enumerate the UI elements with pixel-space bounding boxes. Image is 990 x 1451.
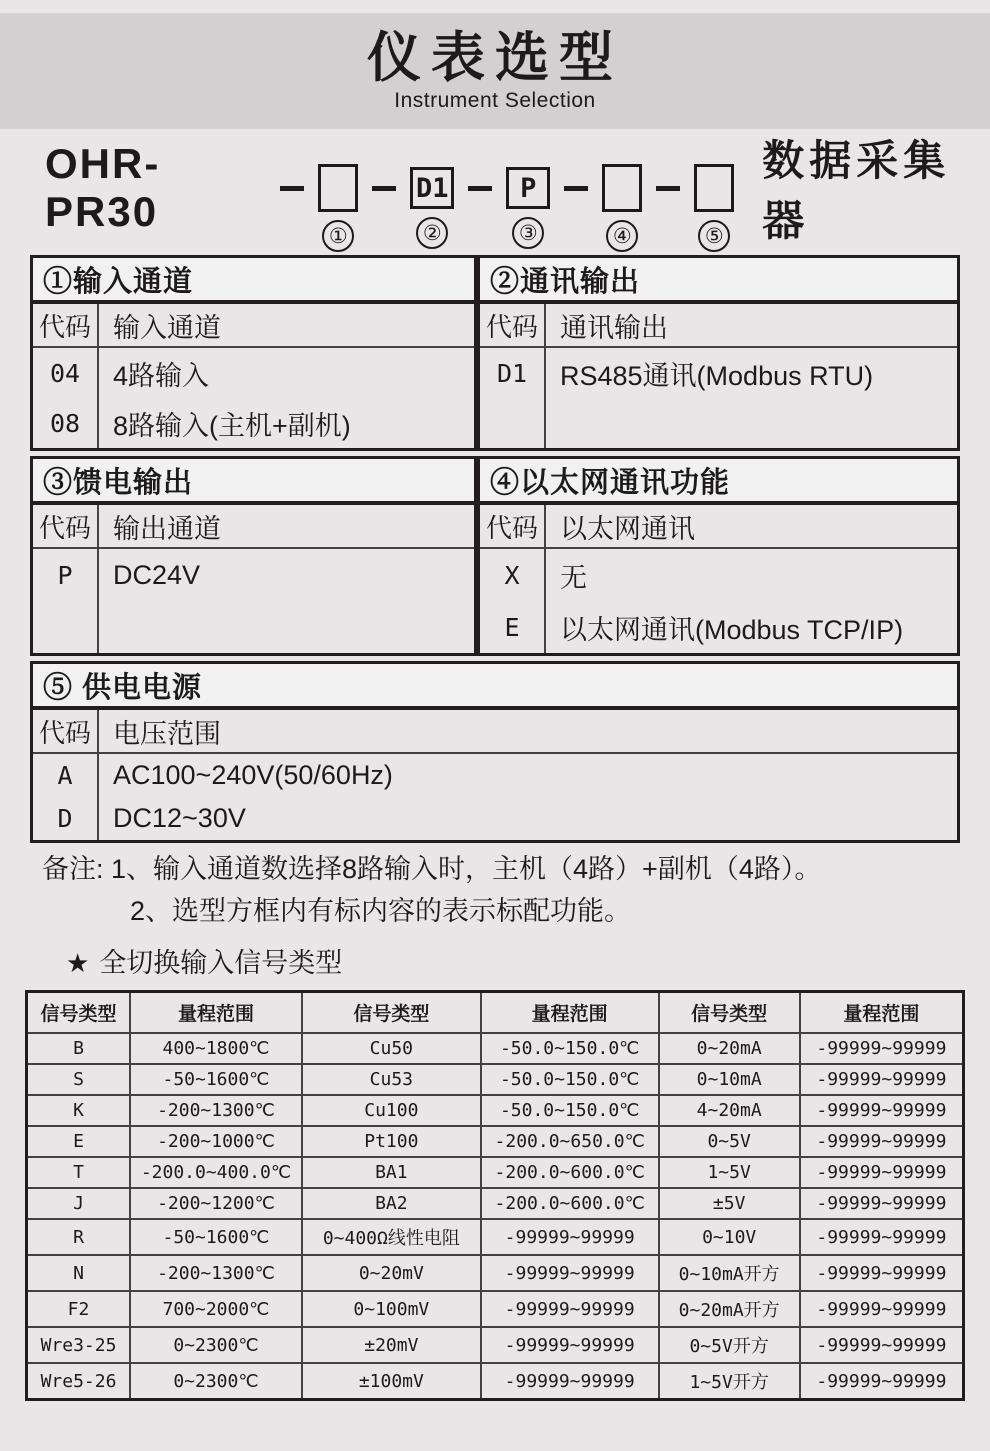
section-title: ①输入通道 <box>33 258 474 304</box>
option-box-group-2 <box>410 167 454 245</box>
table-cell: BA1 <box>302 1157 481 1188</box>
table-cell: Pt100 <box>302 1126 481 1157</box>
option-box-1 <box>318 164 358 212</box>
option-box-2: D1 <box>410 167 454 209</box>
table-cell: -99999~99999 <box>481 1327 659 1363</box>
table-cell: ±100mV <box>302 1363 481 1400</box>
notes <box>42 852 990 928</box>
table-row <box>27 1255 964 1291</box>
table-cell: 1~5V <box>659 1157 800 1188</box>
option-desc: 无 <box>560 562 587 593</box>
selection-tables <box>30 255 960 843</box>
table-cell: 0~20mA <box>659 1033 800 1064</box>
table-cell: -99999~99999 <box>481 1363 659 1400</box>
option-code: 08 <box>49 408 81 438</box>
option-box-group-3 <box>506 167 550 245</box>
dash-separator <box>468 186 492 191</box>
option-box-5 <box>694 164 734 212</box>
table-cell: -50~1600℃ <box>130 1064 302 1095</box>
option-code: E <box>504 612 520 642</box>
table-cell: Wre5-26 <box>27 1363 131 1400</box>
dash-separator <box>280 186 304 191</box>
table-cell: 4~20mA <box>659 1095 800 1126</box>
table-cell: -99999~99999 <box>800 1188 964 1219</box>
table-cell: 1~5V开方 <box>659 1363 800 1400</box>
table-cell: S <box>27 1064 131 1095</box>
table-cell: ±5V <box>659 1188 800 1219</box>
table-cell: 0~10mA开方 <box>659 1255 800 1291</box>
table-cell: -50.0~150.0℃ <box>481 1095 659 1126</box>
section-comm-output <box>477 255 960 451</box>
option-desc: AC100~240V(50/60Hz) <box>113 760 393 790</box>
table-cell: 0~2300℃ <box>130 1327 302 1363</box>
table-row <box>27 1363 964 1400</box>
table-cell: 0~5V <box>659 1126 800 1157</box>
column-header: 信号类型 <box>27 992 131 1034</box>
circled-number-1: ① <box>322 220 354 252</box>
table-cell: Cu53 <box>302 1064 481 1095</box>
table-cell: BA2 <box>302 1188 481 1219</box>
table-cell: -99999~99999 <box>800 1291 964 1327</box>
option-desc: DC24V <box>113 559 201 590</box>
table-row <box>27 1157 964 1188</box>
option-code: 04 <box>49 358 81 388</box>
table-row <box>27 1126 964 1157</box>
table-cell: -50~1600℃ <box>130 1219 302 1255</box>
table-cell: Cu100 <box>302 1095 481 1126</box>
table-cell: -99999~99999 <box>800 1255 964 1291</box>
note-line-2: 2、选型方框内有标内容的表示标配功能。 <box>130 896 632 926</box>
column-header: 信号类型 <box>302 992 481 1034</box>
model-prefix: OHR-PR30 <box>45 140 161 235</box>
circled-number-5: ⑤ <box>698 220 730 252</box>
table-row <box>27 1291 964 1327</box>
table-cell: -200.0~600.0℃ <box>481 1188 659 1219</box>
option-code: D1 <box>496 358 528 388</box>
option-box-group-4 <box>602 164 642 248</box>
table-cell: 400~1800℃ <box>130 1033 302 1064</box>
section-ethernet <box>477 456 960 656</box>
dash-separator <box>656 186 680 191</box>
option-desc: 4路输入 <box>113 360 210 391</box>
signal-section-label: 全切换输入信号类型 <box>99 948 343 978</box>
table-cell: -99999~99999 <box>800 1157 964 1188</box>
dash-separator <box>372 186 396 191</box>
table-cell: Cu50 <box>302 1033 481 1064</box>
table-cell: -99999~99999 <box>800 1327 964 1363</box>
table-row <box>27 1327 964 1363</box>
column-header: 量程范围 <box>130 992 302 1034</box>
column-header: 量程范围 <box>800 992 964 1034</box>
column-header-desc: 电压范围 <box>113 718 221 749</box>
column-header-desc: 输出通道 <box>113 513 221 544</box>
option-desc: 8路输入(主机+副机) <box>113 410 351 441</box>
model-suffix: 数据采集器 <box>762 137 951 244</box>
table-row <box>27 1064 964 1095</box>
option-code: D <box>57 804 73 833</box>
circled-number-4: ④ <box>606 220 638 252</box>
table-cell: R <box>27 1219 131 1255</box>
table-row <box>27 1219 964 1255</box>
table-cell: ±20mV <box>302 1327 481 1363</box>
section-input-channels <box>30 255 477 451</box>
note-line-1: 备注: 1、输入通道数选择8路输入时，主机（4路）+副机（4路）。 <box>42 854 822 884</box>
table-cell: N <box>27 1255 131 1291</box>
table-cell: -99999~99999 <box>481 1219 659 1255</box>
table-cell: K <box>27 1095 131 1126</box>
section-power-supply <box>30 661 960 843</box>
column-header: 量程范围 <box>481 992 659 1034</box>
table-cell: 0~20mA开方 <box>659 1291 800 1327</box>
table-cell: -99999~99999 <box>481 1291 659 1327</box>
column-header-code: 代码 <box>33 710 99 752</box>
column-header-desc: 通讯输出 <box>560 312 668 343</box>
page-title: 仪表选型 <box>367 28 623 88</box>
table-cell: F2 <box>27 1291 131 1327</box>
signal-table <box>25 990 965 1401</box>
table-cell: -99999~99999 <box>800 1095 964 1126</box>
table-cell: -50.0~150.0℃ <box>481 1064 659 1095</box>
table-cell: -50.0~150.0℃ <box>481 1033 659 1064</box>
option-code: P <box>57 560 73 590</box>
table-cell: 0~10V <box>659 1219 800 1255</box>
table-cell: -99999~99999 <box>800 1219 964 1255</box>
signal-table-body <box>27 1033 964 1400</box>
section-feed-output <box>30 456 477 656</box>
star-icon: ★ <box>66 948 90 978</box>
table-cell: T <box>27 1157 131 1188</box>
circled-number-2: ② <box>416 217 448 249</box>
column-header-desc: 以太网通讯 <box>560 513 695 544</box>
option-code: A <box>57 761 73 790</box>
page-subtitle: Instrument Selection <box>394 89 596 112</box>
section-title: ③馈电输出 <box>33 459 474 505</box>
table-cell: -99999~99999 <box>800 1363 964 1400</box>
table-row <box>27 1033 964 1064</box>
table-cell: Wre3-25 <box>27 1327 131 1363</box>
column-header-code: 代码 <box>33 304 99 346</box>
table-cell: -200~1300℃ <box>130 1255 302 1291</box>
table-cell: -200~1200℃ <box>130 1188 302 1219</box>
table-cell: B <box>27 1033 131 1064</box>
table-cell: -200~1000℃ <box>130 1126 302 1157</box>
option-box-group-1 <box>318 164 358 248</box>
table-cell: 0~100mV <box>302 1291 481 1327</box>
table-cell: -200.0~400.0℃ <box>130 1157 302 1188</box>
table-cell: 700~2000℃ <box>130 1291 302 1327</box>
table-cell: 0~2300℃ <box>130 1363 302 1400</box>
model-code <box>45 137 990 248</box>
option-box-3: P <box>506 167 550 209</box>
table-row <box>27 1188 964 1219</box>
table-header-row <box>27 992 964 1034</box>
table-cell: 0~20mV <box>302 1255 481 1291</box>
option-desc: DC12~30V <box>113 803 246 833</box>
section-title: ⑤ 供电电源 <box>33 664 957 710</box>
dash-separator <box>564 186 588 191</box>
table-cell: E <box>27 1126 131 1157</box>
column-header: 信号类型 <box>659 992 800 1034</box>
signal-section-title <box>66 946 990 980</box>
table-cell: -99999~99999 <box>800 1064 964 1095</box>
column-header-code: 代码 <box>480 304 546 346</box>
option-box-4 <box>602 164 642 212</box>
column-header-code: 代码 <box>33 505 99 547</box>
table-cell: 0~5V开方 <box>659 1327 800 1363</box>
page-header <box>0 13 990 129</box>
section-title: ②通讯输出 <box>480 258 957 304</box>
option-box-group-5 <box>694 164 734 248</box>
option-code: X <box>504 560 520 590</box>
section-title: ④以太网通讯功能 <box>480 459 957 505</box>
circled-number-3: ③ <box>512 217 544 249</box>
table-cell: J <box>27 1188 131 1219</box>
table-cell: -99999~99999 <box>800 1126 964 1157</box>
table-cell: -200~1300℃ <box>130 1095 302 1126</box>
option-desc: RS485通讯(Modbus RTU) <box>560 360 874 391</box>
table-cell: -200.0~600.0℃ <box>481 1157 659 1188</box>
table-cell: -200.0~650.0℃ <box>481 1126 659 1157</box>
column-header-desc: 输入通道 <box>113 312 221 343</box>
option-desc: 以太网通讯(Modbus TCP/IP) <box>560 614 904 645</box>
table-cell: 0~10mA <box>659 1064 800 1095</box>
column-header-code: 代码 <box>480 505 546 547</box>
table-cell: -99999~99999 <box>800 1033 964 1064</box>
table-cell: -99999~99999 <box>481 1255 659 1291</box>
table-row <box>27 1095 964 1126</box>
table-cell: 0~400Ω线性电阻 <box>302 1219 481 1255</box>
